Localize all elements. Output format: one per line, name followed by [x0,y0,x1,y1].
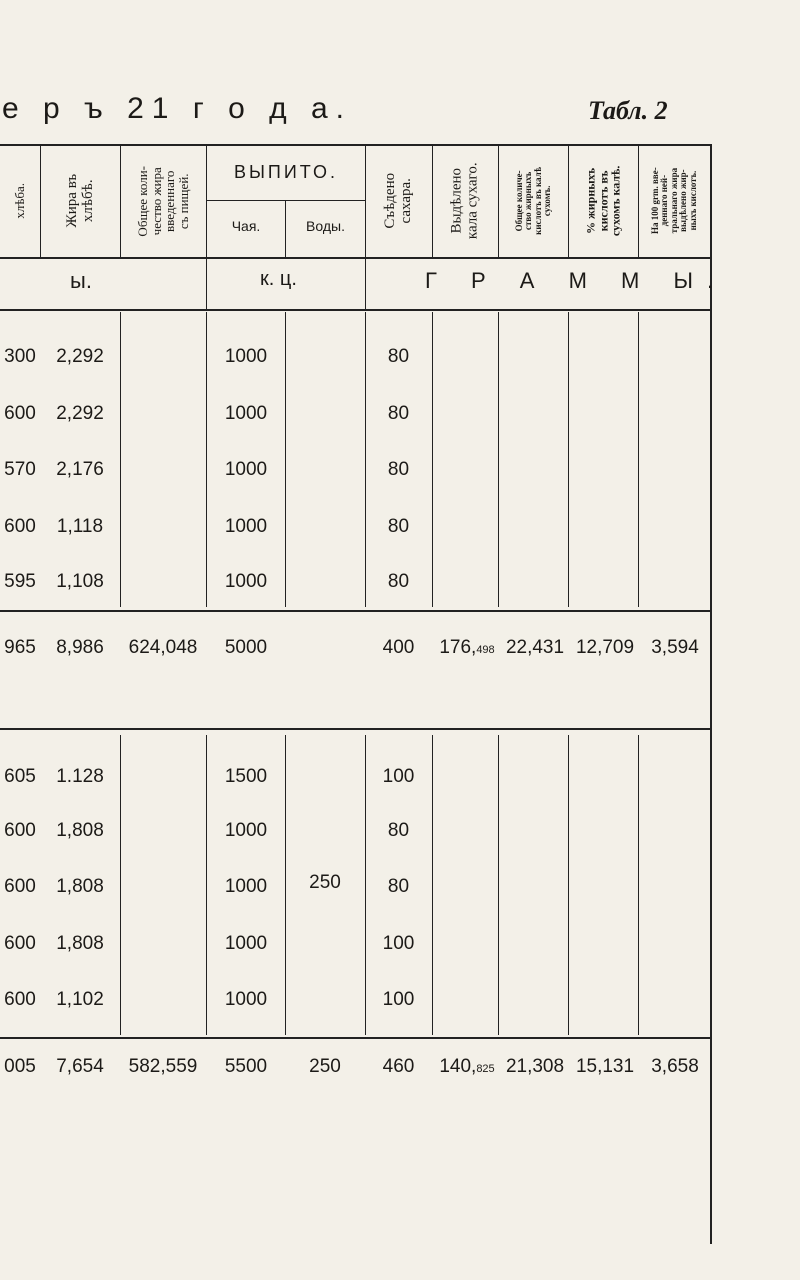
col-sugar-header: Съѣдено сахара. [382,173,414,229]
header-bottom-rule [0,257,712,259]
drunk-subrule [207,200,365,201]
table-row: 600 1,808 1000 100 [4,933,415,954]
units-row [0,262,800,308]
table-row: 595 1,108 1000 80 [4,571,410,592]
total-row: 005 7,654 582,559 5500 250 460 140,825 21,308 15,131 3,658 [4,1056,699,1077]
feces-total: 176,498 [439,637,495,658]
table-label: Табл. 2 [588,96,668,125]
table-row: 600 1,808 1000 250 80 [4,872,410,897]
col-fat-bread-header: Жира въ хлѣбѣ. [63,174,96,228]
col-water-header: Воды. [306,218,345,234]
col-fatty-acids-pct-header: % жирныхъ кислотъ въ сухомъ калѣ. [583,165,623,237]
group2-top-rule [0,728,712,730]
table-row: 600 1,808 1000 80 [4,820,410,841]
table-row: 600 2,292 1000 80 [4,403,410,424]
total-row: 965 8,986 624,048 5000 400 176,498 22,431 12,709 3,594 [4,637,699,658]
col-total-fat-header: Общее коли- чество жира введеннаго съ пищей. [135,165,192,237]
table-row: 570 2,176 1000 80 [4,459,410,480]
table-row: 605 1.128 1500 100 [4,766,415,787]
col-drunk-header: ВЫПИТО. [233,162,338,182]
unit-left: ы. [70,268,92,293]
col-fatty-acids-total-header: Общее количе- ство жирныхъ кислотъ въ калѣ сухомъ. [513,167,552,235]
col-per100-header: На 100 grm. вве- деннаго ней- тральнаго жира выдѣлено жир- ныхъ кислотъ. [649,167,698,235]
unit-middle: к. ц. [260,268,297,290]
unit-right: Г Р А М М Ы. [425,268,728,293]
col-feces-header: Выдѣлено кала сухаго. [448,162,481,240]
group1-sum-rule [0,610,712,612]
table-row: 600 1,118 1000 80 [4,516,410,537]
page-title: е р ъ 21 г о д а. [2,92,352,125]
group2-sum-rule [0,1037,712,1039]
col-bread-header: хлѣба. [12,183,28,219]
col-tea-header: Чая. [231,218,261,234]
feces-total: 140,825 [439,1056,495,1077]
table-row: 600 1,102 1000 100 [4,989,415,1010]
table-row: 300 2,292 1000 80 [4,346,410,367]
units-bottom-rule [0,309,712,311]
